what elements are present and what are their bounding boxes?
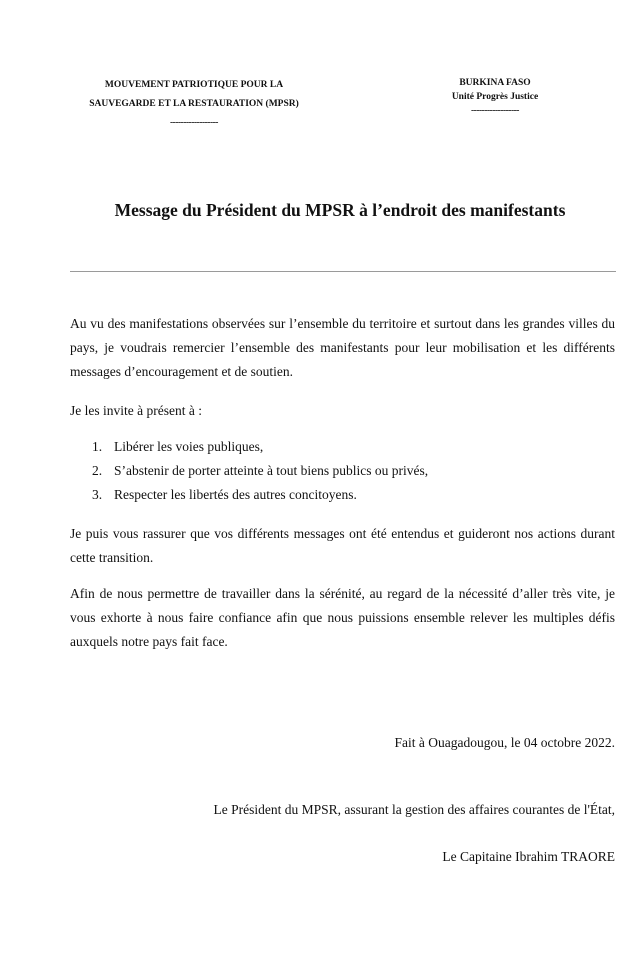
paragraph-thanks: Au vu des manifestations observées sur l’ensemble du territoire et surtout dans les grandes villes du pays, je voudrais remercier l’ensemble des manifestants pour leur mobilisation et les différents messages d’encouragement et de soutien. (70, 316, 615, 379)
list-item-number: 2. (92, 463, 103, 478)
list-item-text: Respecter les libertés des autres concitoyens. (114, 487, 357, 502)
organization-name-line1: MOUVEMENT PATRIOTIQUE POUR LA (104, 80, 284, 90)
title-divider (70, 271, 616, 272)
country-motto: Unité Progrès Justice (451, 92, 539, 102)
signatory-role: Le Président du MPSR, assurant la gestion des affaires courantes de l'État, (213, 802, 615, 817)
header-left-separator: ------------------ (170, 118, 218, 128)
header-country (420, 76, 570, 118)
place-and-date: Fait à Ouagadougou, le 04 octobre 2022. (394, 735, 615, 750)
document-title: Message du Président du MPSR à l’endroit des manifestants (114, 200, 566, 220)
country-name: BURKINA FASO (459, 78, 531, 88)
list-item-number: 3. (92, 487, 103, 502)
request-list (70, 435, 615, 507)
header-organization (58, 76, 330, 133)
list-item (92, 459, 615, 483)
list-item-number: 1. (92, 439, 103, 454)
list-item (92, 435, 615, 459)
document-body (70, 312, 615, 654)
signatory-name: Le Capitaine Ibrahim TRAORE (442, 849, 615, 864)
paragraph-invitation: Je les invite à présent à : (70, 403, 202, 418)
list-item (92, 483, 615, 507)
paragraph-exhortation: Afin de nous permettre de travailler dans la sérénité, au regard de la nécessité d’aller très vite, je vous exhorte à nous faire confiance afin que nous puissions ensemble relever les multiples défis auxquels notre pays fait face. (70, 586, 615, 649)
organization-name-line2: SAUVEGARDE ET LA RESTAURATION (MPSR) (89, 99, 299, 109)
paragraph-reassurance: Je puis vous rassurer que vos différents messages ont été entendus et guideront nos actions durant cette transition. (70, 526, 615, 565)
list-item-text: Libérer les voies publiques, (114, 439, 264, 454)
list-item-text: S’abstenir de porter atteinte à tout biens publics ou privés, (114, 463, 429, 478)
header-right-separator: ------------------ (471, 106, 519, 116)
